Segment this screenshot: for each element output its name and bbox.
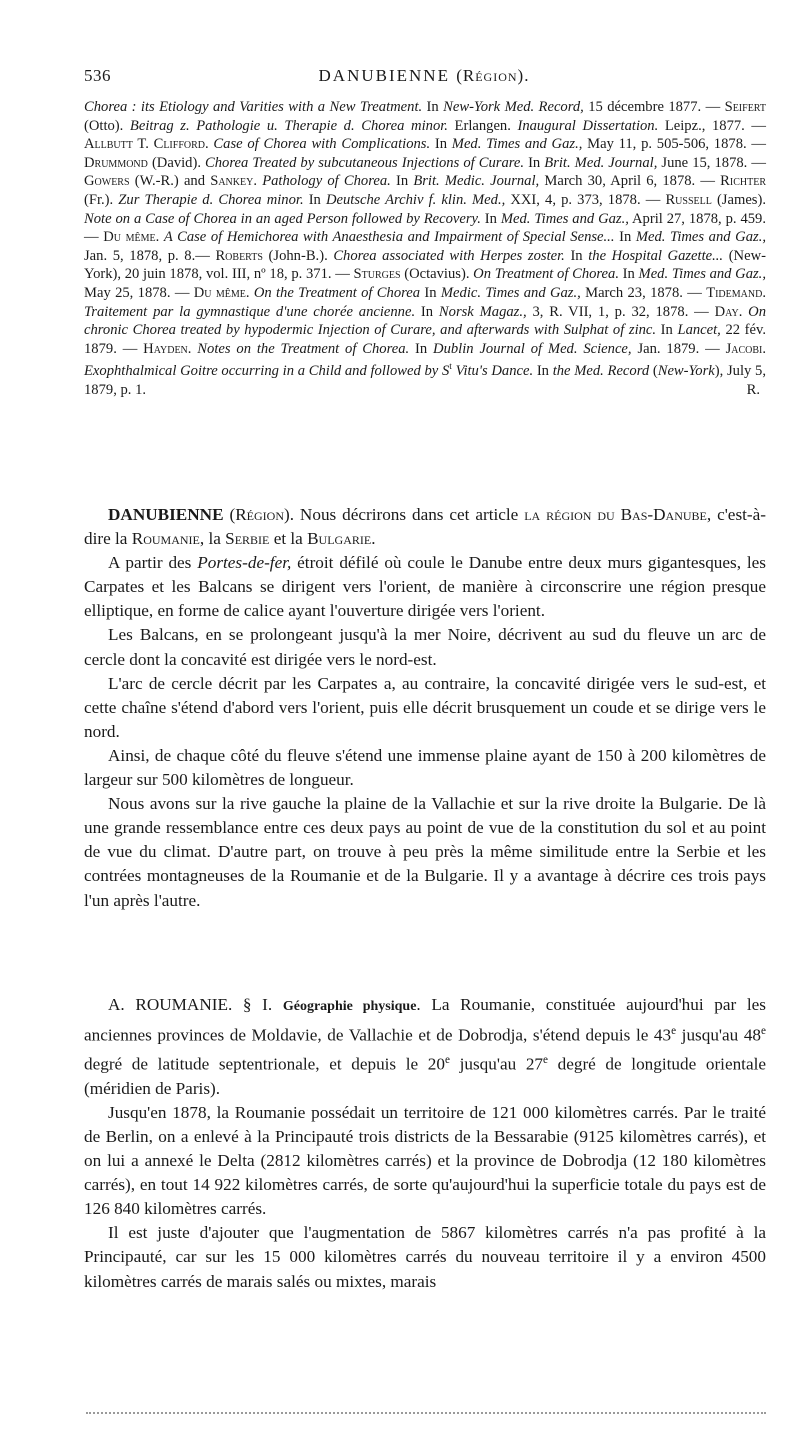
body-paragraph: Nous avons sur la rive gauche la plaine de la Vallachie et sur la rive droite la Bulgarie. De là une grande ressemblance entre ces deux pays au point de vue de la constitution du sol et au point de vue du climat. D'autre part, on trouve à peu près la même similitude entre la Serbie et les contrées montagneuses de la Roumanie et de la Bulgarie. Il y a avantage à décrire ces trois pays l'un après l'autre. xyxy=(84,794,766,910)
author-signature: R. xyxy=(746,381,760,398)
article-heading-paragraph: DANUBIENNE (Région). Nous décrirons dans cet article la région du Bas-Danube, c'est-à-dire la Roumanie, la Serbie et la Bulgarie. xyxy=(84,505,766,549)
body-paragraph: Ainsi, de chaque côté du fleuve s'étend une immense plaine ayant de 150 à 200 kilomètres de largeur sur 500 kilomètres de longueur. xyxy=(84,745,766,790)
body-paragraph: Jusqu'en 1878, la Roumanie possédait un territoire de 121 000 kilomètres carrés. Par le traité de Berlin, on a enlevé à la Principauté trois districts de la Bessarabie (9125 kilomètres carrés), et on lui a annexé le Delta (2812 kilomètres carrés) et la province de Dobrodja (12 180 kilomètres carrés), en tout 14 922 kilomètres carrés, de sorte qu'aujourd'hui la superficie totale du pays est de 126 840 kilomètres carrés. xyxy=(84,1102,766,1219)
body-paragraph: Il est juste d'ajouter que l'augmentation de 5867 kilomètres carrés n'a pas profité à la Principauté, car sur les 15 000 kilomètres carrés du nouveau territoire il y a environ 4500 kilomètres carrés de marais salés ou mixtes, marais xyxy=(84,1223,766,1291)
body-paragraph: L'arc de cercle décrit par les Carpates a, au contraire, la concavité dirigée vers le sud-est, et cette chaîne s'étend d'abord vers l'orient, puis elle décrit brusquement un coude et se dirige vers le nord. xyxy=(84,673,766,741)
running-head-sub: (Région). xyxy=(456,66,530,85)
section-roumanie xyxy=(84,993,766,1294)
body-paragraph: Les Balcans, en se prolongeant jusqu'à la mer Noire, décrivent au sud du fleuve un arc de cercle dont la concavité est dirigée vers le nord-est. xyxy=(84,625,766,669)
page-number: 536 xyxy=(84,66,111,85)
running-head xyxy=(84,66,764,86)
body-paragraph: A partir des Portes-de-fer, étroit défilé où coule le Danube entre deux murs gigantesques, les Carpates et les Balcans se dirigent vers l'orient, de manière à circonscrire une région presque elliptique, en forme de calice ayant l'ouverture dirigée vers l'orient. xyxy=(84,553,766,621)
section-heading-paragraph: A. ROUMANIE. § I. Géographie physique. La Roumanie, constituée aujourd'hui par les anciennes provinces de Moldavie, de Vallachie et de Dobrodja, s'étend depuis le 43e jusqu'au 48e degré de latitude septentrionale, et depuis le 20e jusqu'au 27e degré de longitude orientale (méridien de Paris). xyxy=(84,995,766,1098)
bibliography-text: Chorea : its Etiology and Varities with a New Treatment. In New-York Med. Record, 15 décembre 1877. — Seifert (Otto). Beitrag z. Pathologie u. Therapie d. Chorea minor. Erlangen. Inaugural Dissertation. Leipz., 1877. — Allbutt T. Clifford. Case of Chorea with Complications. In Med. Times and Gaz., May 11, p. 505-506, 1878. — Drummond (David). Chorea Treated by subcutaneous Injections of Curare. In Brit. Med. Journal, June 15, 1878. — Gowers (W.-R.) and Sankey. Pathology of Chorea. In Brit. Medic. Journal, March 30, April 6, 1878. — Richter (Fr.). Zur Therapie d. Chorea minor. In Deutsche Archiv f. klin. Med., XXI, 4, p. 373, 1878. — Russell (James). Note on a Case of Chorea in an aged Person followed by Recovery. In Med. Times and Gaz., April 27, 1878, p. 459. — Du même. A Case of Hemichorea with Anaesthesia and Impairment of Special Sense... In Med. Times and Gaz., Jan. 5, 1878, p. 8.— Roberts (John-B.). Chorea associated with Herpes zoster. In the Hospital Gazette... (New-York), 20 juin 1878, vol. III, nº 18, p. 371. — Sturges (Octavius). On Treatment of Chorea. In Med. Times and Gaz., May 25, 1878. — Du même. On the Treatment of Chorea In Medic. Times and Gaz., March 23, 1878. — Tidemand. Traitement par la gymnastique d'une chorée ancienne. In Norsk Magaz., 3, R. VII, 1, p. 32, 1878. — Day. On chronic Chorea treated by hypodermic Injection of Curare, and afterwards with Sulphat of zinc. In Lancet, 22 fév. 1879. — Hayden. Notes on the Treatment of Chorea. In Dublin Journal of Med. Science, Jan. 1879. — Jacobi. Exophthalmical Goitre occurring in a Child and followed by $S^t$ Vitu's Dance. In the Med. Record (New-York), July 5, 1879, p. 1. xyxy=(84,99,767,398)
bibliography-block xyxy=(84,98,766,399)
running-head-main: DANUBIENNE xyxy=(318,66,450,85)
article-intro xyxy=(84,503,766,913)
page-header xyxy=(84,66,764,92)
footer-dotted-rule xyxy=(86,1408,766,1414)
